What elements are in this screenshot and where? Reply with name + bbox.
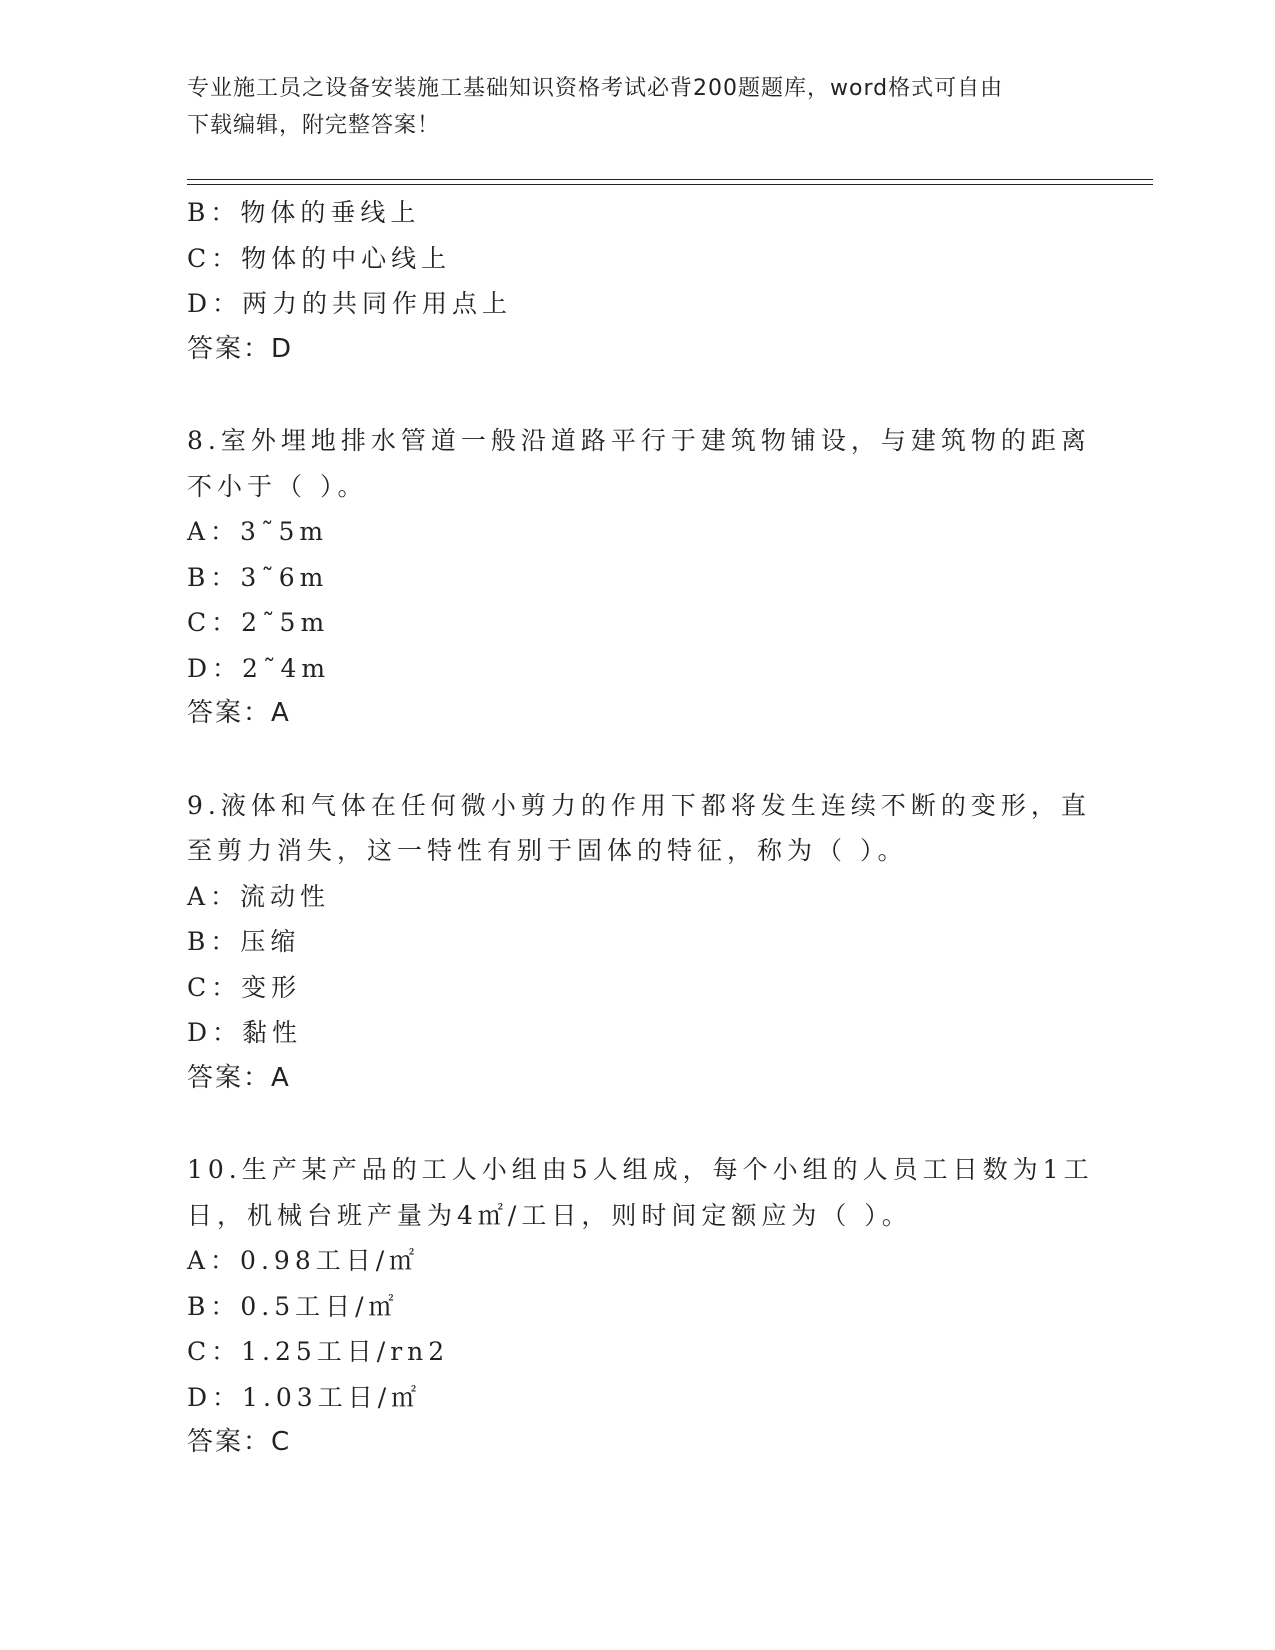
header-title-line-2: 下载编辑，附完整答案！ [187, 113, 441, 138]
question-stem-line: 10.生产某产品的工人小组由5人组成，每个小组的人员工日数为1工 [187, 1155, 1094, 1184]
option-a: A：流动性 [187, 881, 331, 911]
question-list [187, 190, 1094, 1466]
option-d: D：两力的共同作用点上 [187, 289, 513, 318]
answer-line: 答案：A [187, 698, 291, 728]
question-spacer [187, 737, 1087, 783]
question-spacer [187, 372, 1087, 418]
header-divider-bottom [187, 184, 1153, 185]
question-stem-line: 日，机械台班产量为4㎡/工日，则时间定额应为（ ）。 [187, 1200, 912, 1230]
question-stem-line: 至剪力消失，这一特性有别于固体的特征，称为（ ）。 [187, 836, 908, 865]
option-b: B：物体的垂线上 [187, 198, 421, 227]
answer-line: 答案：D [187, 333, 294, 364]
option-d: D：2˜4m [187, 653, 331, 683]
option-c: C：2˜5m [187, 608, 330, 637]
option-d: D：1.03工日/㎡ [187, 1382, 422, 1412]
question-stem-line: 9.液体和气体在任何微小剪力的作用下都将发生连续不断的变形，直 [187, 790, 1091, 820]
question-8 [187, 418, 1091, 737]
option-c: C：物体的中心线上 [187, 243, 452, 273]
question-stem-line: 不小于（ ）。 [187, 471, 368, 501]
question-9 [187, 783, 1091, 1102]
answer-line: 答案：C [187, 1427, 292, 1457]
question-spacer [187, 1101, 1087, 1147]
option-b: B：3˜6m [187, 562, 329, 592]
option-a: A：0.98工日/㎡ [187, 1246, 420, 1275]
question-fragment [187, 190, 1087, 372]
question-10 [187, 1147, 1094, 1466]
header-title-line-1: 专业施工员之设备安装施工基础知识资格考试必背200题题库，word格式可自由 [187, 76, 1004, 101]
question-stem-line: 8.室外埋地排水管道一般沿道路平行于建筑物铺设，与建筑物的距离 [187, 426, 1091, 455]
header-divider-top [187, 179, 1153, 180]
document-header [187, 70, 1087, 144]
option-a: A：3˜5m [187, 517, 329, 546]
answer-line: 答案：A [187, 1062, 291, 1093]
option-b: B：0.5工日/㎡ [187, 1291, 399, 1321]
option-c: C：变形 [187, 972, 302, 1002]
option-d: D：黏性 [187, 1018, 303, 1047]
option-c: C：1.25工日/rn2 [187, 1337, 450, 1366]
option-b: B：压缩 [187, 927, 301, 956]
